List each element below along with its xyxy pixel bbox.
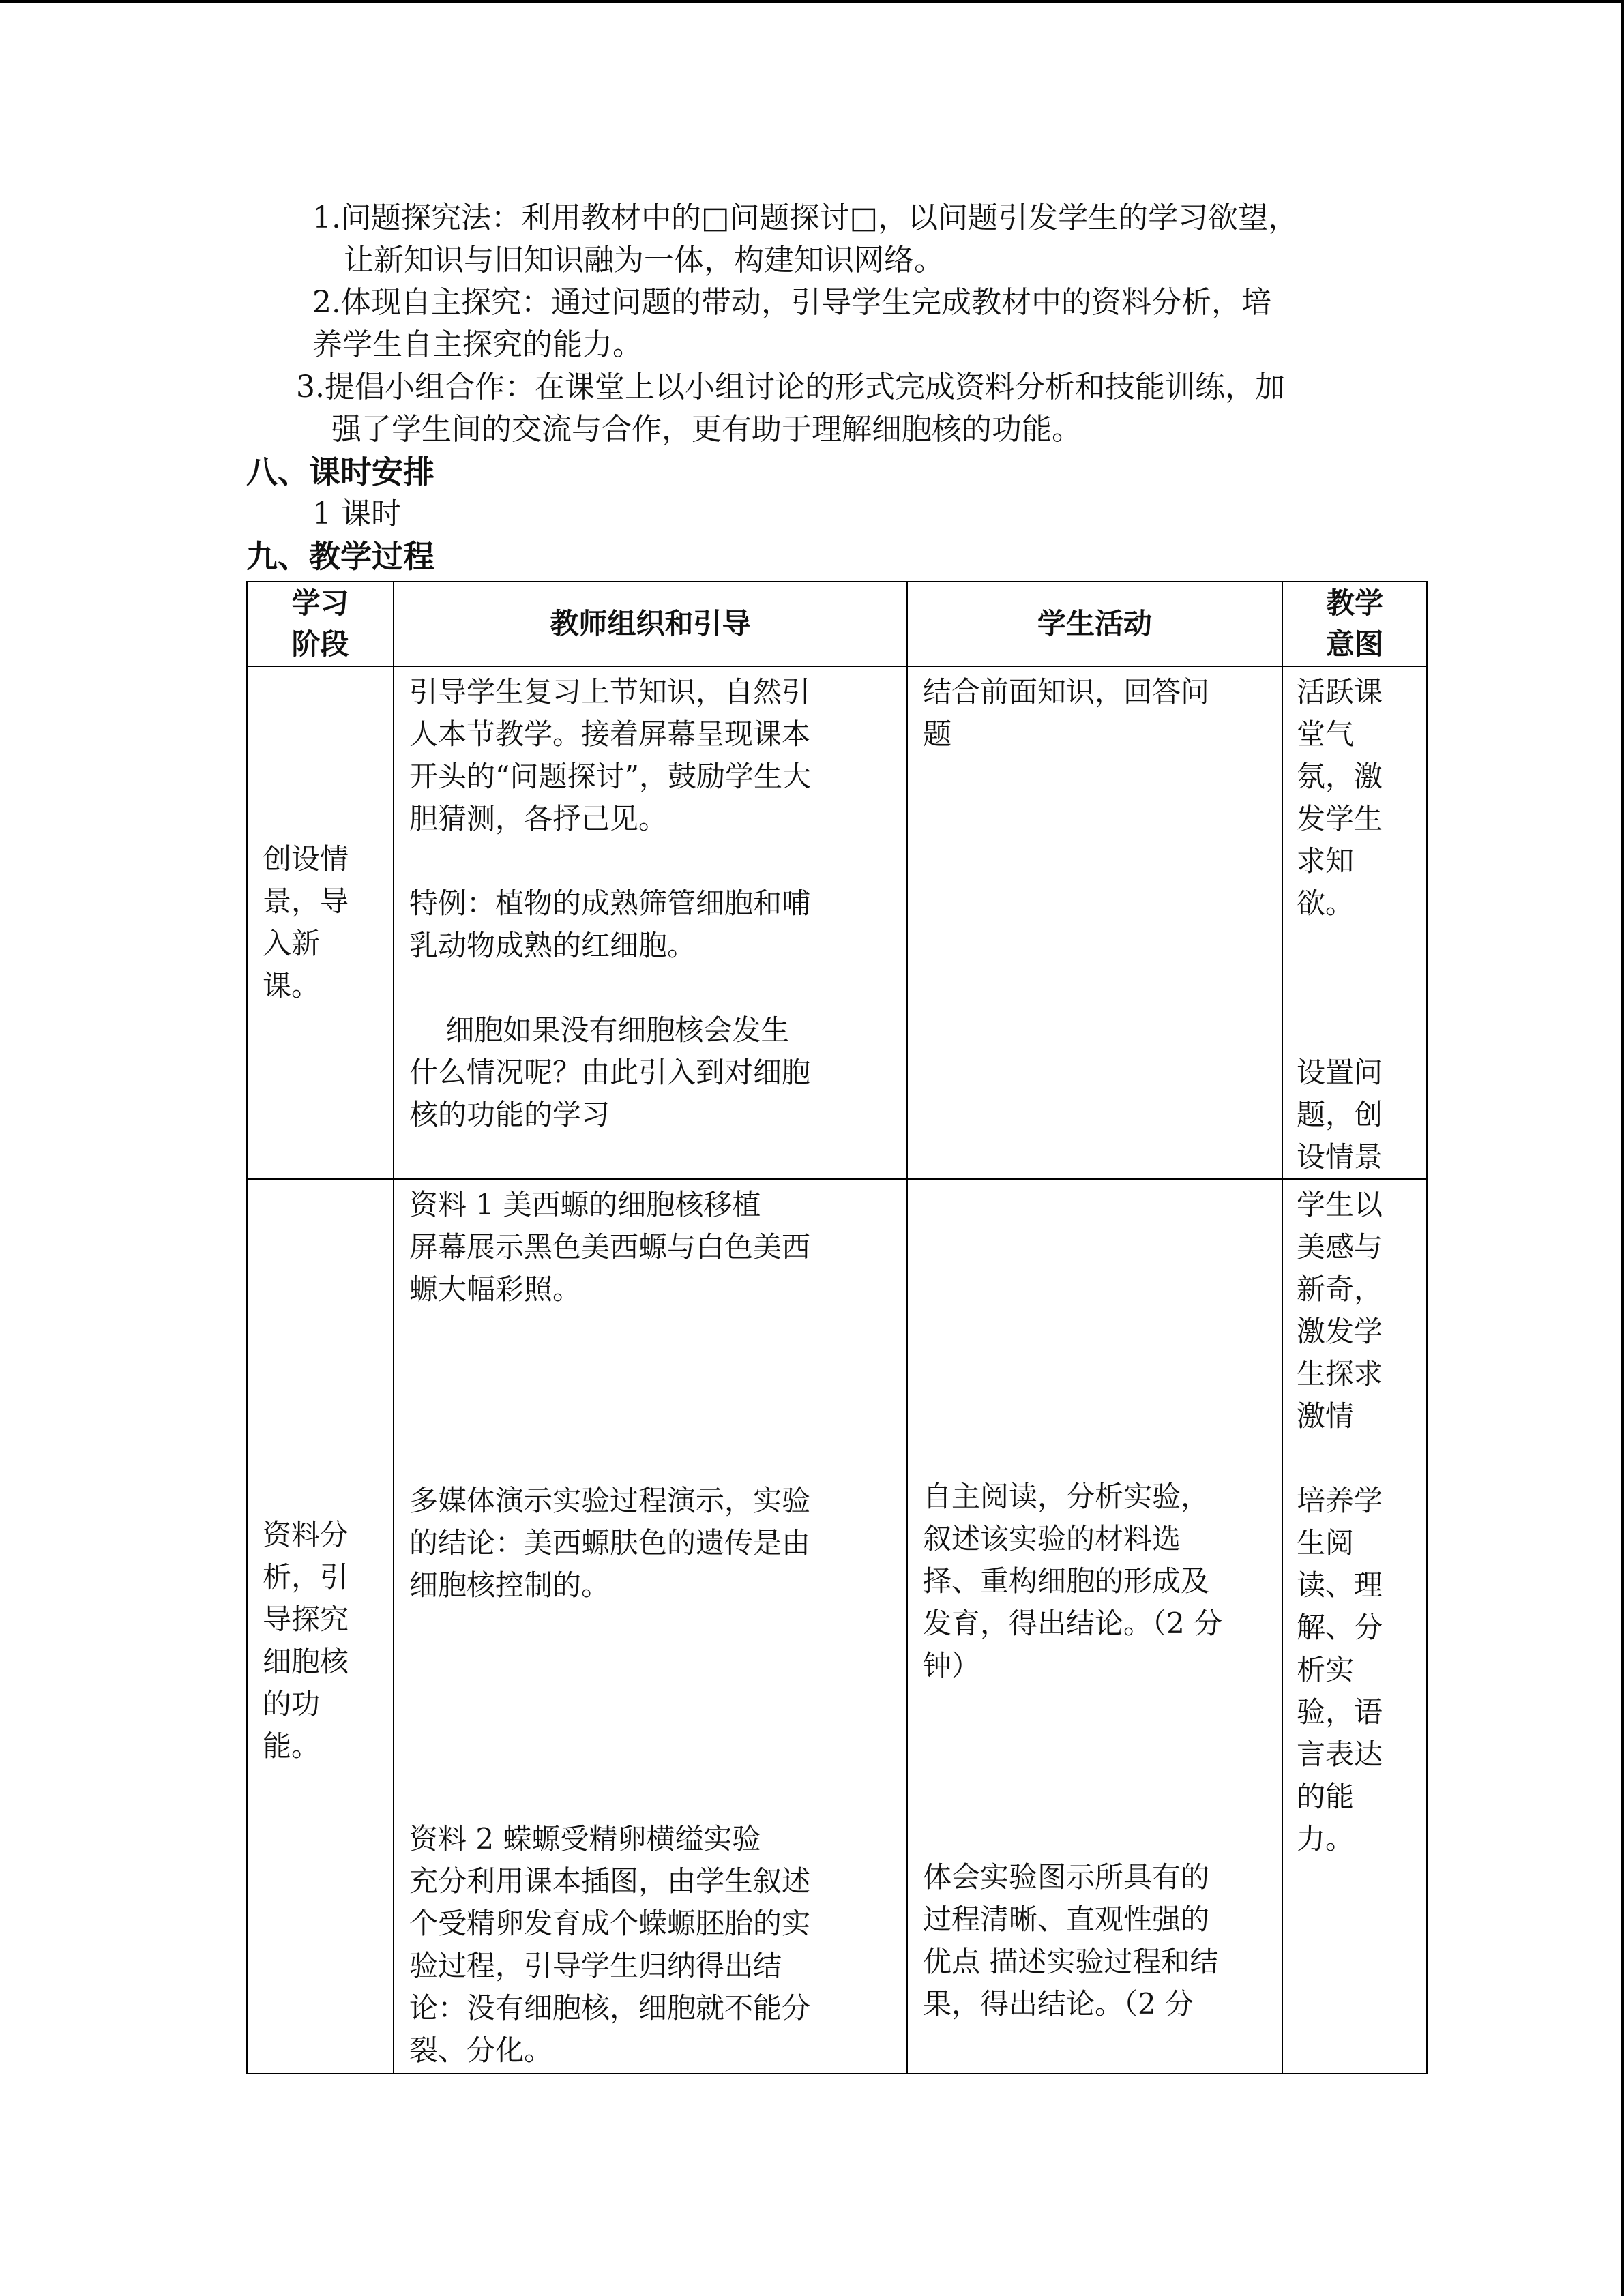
text-line: 设置问 bbox=[1297, 1056, 1383, 1089]
row1-teacher bbox=[394, 667, 906, 1136]
text-line: 论：没有细胞核，细胞就不能分 bbox=[409, 1991, 811, 2025]
text-line: 题，创 bbox=[1297, 1098, 1383, 1131]
table-row bbox=[247, 666, 1427, 1179]
text-line: 个受精卵发育成个蝾螈胚胎的实 bbox=[409, 1907, 811, 1940]
text-line: 求知 bbox=[1297, 844, 1355, 878]
row2-stage bbox=[248, 1180, 393, 1768]
row1-stage-line: 创设情 bbox=[263, 842, 349, 876]
row2-stage-line: 资料分 bbox=[263, 1518, 349, 1551]
text-line: 美感与 bbox=[1297, 1230, 1383, 1264]
text-line: 的能 bbox=[1297, 1780, 1355, 1813]
row1-stage-cell bbox=[247, 666, 394, 1179]
text-line: 屏幕展示黑色美西螈与白色美西 bbox=[409, 1230, 811, 1264]
text-line: 体会实验图示所具有的 bbox=[923, 1860, 1210, 1894]
row2-student-cell bbox=[907, 1179, 1282, 2074]
header-stage-line-1: 学习 bbox=[291, 586, 349, 620]
header-teacher: 教师组织和引导 bbox=[394, 582, 907, 666]
text-line: 自主阅读，分析实验， bbox=[923, 1480, 1210, 1513]
text-line: 激情 bbox=[1297, 1399, 1355, 1433]
row1-stage-line: 入新 bbox=[263, 927, 321, 960]
text-line: 的结论：美西螈肤色的遗传是由 bbox=[409, 1526, 811, 1560]
text-line: 生阅 bbox=[1297, 1526, 1355, 1560]
text-line: 析实 bbox=[1297, 1653, 1355, 1686]
text-line: 开头的“问题探讨”，鼓励学生大 bbox=[409, 760, 811, 793]
row2-teacher bbox=[394, 1180, 906, 2072]
header-intent-line-2: 意图 bbox=[1325, 627, 1383, 661]
table-header-row bbox=[247, 582, 1427, 666]
text-line: 多媒体演示实验过程演示，实验 bbox=[409, 1484, 811, 1517]
text-line: 什么情况呢？由此引入到对细胞 bbox=[409, 1056, 811, 1089]
text-line: 解、分 bbox=[1297, 1611, 1383, 1644]
row2-intent bbox=[1283, 1180, 1426, 1860]
row2-stage-line: 的功 bbox=[263, 1687, 321, 1720]
text-line: 特例：植物的成熟筛管细胞和哺 bbox=[409, 886, 811, 920]
header-intent bbox=[1282, 582, 1427, 666]
method-3-line-2: 强了学生间的交流与合作，更有助于理解细胞核的功能。 bbox=[331, 412, 1082, 447]
spacer bbox=[409, 1311, 894, 1480]
text-line: 螈大幅彩照。 bbox=[409, 1272, 582, 1306]
header-intent-line-1: 教学 bbox=[1325, 586, 1383, 620]
row1-student-cell bbox=[907, 666, 1282, 1179]
text-line: 优点 描述实验过程和结 bbox=[923, 1945, 1219, 1978]
row1-stage bbox=[248, 838, 393, 1007]
spacer bbox=[409, 1607, 894, 1818]
section-8-content: 1 课时 bbox=[312, 496, 401, 531]
right-border-line bbox=[1621, 0, 1624, 2296]
text-line: 胆猜测，各抒己见。 bbox=[409, 802, 668, 835]
spacer bbox=[1297, 1437, 1421, 1480]
teaching-process-table bbox=[246, 581, 1428, 2074]
text-line: 激发学 bbox=[1297, 1315, 1383, 1348]
text-line: 资料 1 美西螈的细胞核移植 bbox=[409, 1188, 761, 1221]
method-1-line-1: 1.问题探究法：利用教材中的□问题探讨□，以问题引发学生的学习欲望， bbox=[312, 200, 1299, 235]
text-line: 细胞核控制的。 bbox=[409, 1568, 610, 1602]
text-line: 核的功能的学习 bbox=[409, 1098, 610, 1131]
method-3-line-1: 3.提倡小组合作：在课堂上以小组讨论的形式完成资料分析和技能训练，加 bbox=[296, 370, 1285, 404]
table-row bbox=[247, 1179, 1427, 2074]
spacer bbox=[409, 967, 894, 1009]
text-line: 果，得出结论。（2 分 bbox=[923, 1987, 1194, 2021]
text-line: 生探求 bbox=[1297, 1357, 1383, 1390]
spacer bbox=[1297, 925, 1421, 1052]
text-line: 发学生 bbox=[1297, 802, 1383, 835]
text-line: 验过程，引导学生归纳得出结 bbox=[409, 1949, 782, 1982]
text-line: 设情景 bbox=[1297, 1140, 1383, 1174]
text-line: 发育，得出结论。（2 分 bbox=[923, 1607, 1223, 1640]
row1-teacher-cell bbox=[394, 666, 907, 1179]
row1-stage-line: 景，导 bbox=[263, 884, 349, 918]
text-line: 验，语 bbox=[1297, 1695, 1383, 1729]
text-line: 择、重构细胞的形成及 bbox=[923, 1564, 1210, 1598]
text-line: 题 bbox=[923, 717, 952, 751]
row2-teacher-cell bbox=[394, 1179, 907, 2074]
row1-stage-line: 课。 bbox=[263, 969, 321, 1002]
section-9-title: 九、教学过程 bbox=[246, 538, 434, 575]
method-2-line-1: 2.体现自主探究：通过问题的带动，引导学生完成教材中的资料分析，培 bbox=[312, 285, 1271, 320]
text-line: 细胞如果没有细胞核会发生 bbox=[409, 1013, 790, 1047]
text-line: 欲。 bbox=[1297, 886, 1355, 920]
text-line: 活跃课 bbox=[1297, 675, 1383, 709]
text-line: 乳动物成熟的红细胞。 bbox=[409, 929, 696, 962]
text-line: 引导学生复习上节知识，自然引 bbox=[409, 675, 811, 709]
text-line: 人本节教学。接着屏幕呈现课本 bbox=[409, 717, 811, 751]
text-line: 堂气 bbox=[1297, 717, 1355, 751]
text-line: 新奇， bbox=[1297, 1272, 1383, 1306]
header-stage bbox=[247, 582, 394, 666]
text-line: 过程清晰、直观性强的 bbox=[923, 1903, 1210, 1936]
text-line: 力。 bbox=[1297, 1822, 1355, 1855]
text-line: 裂、分化。 bbox=[409, 2033, 553, 2067]
text-line: 叙述该实验的材料选 bbox=[923, 1522, 1181, 1555]
spacer bbox=[409, 840, 894, 882]
header-student: 学生活动 bbox=[907, 582, 1282, 666]
text-line: 资料 2 蝾螈受精卵横缢实验 bbox=[409, 1822, 761, 1855]
section-8-title: 八、课时安排 bbox=[246, 453, 434, 490]
method-2-line-2: 养学生自主探究的能力。 bbox=[312, 327, 643, 362]
row1-intent bbox=[1283, 667, 1426, 1178]
spacer bbox=[923, 1687, 1269, 1856]
text-line: 培养学 bbox=[1297, 1484, 1383, 1517]
method-1-line-2: 让新知识与旧知识融为一体，构建知识网络。 bbox=[344, 243, 944, 278]
row1-intent-cell bbox=[1282, 666, 1427, 1179]
row2-stage-line: 导探究 bbox=[263, 1602, 349, 1636]
text-line: 氛，激 bbox=[1297, 760, 1383, 793]
row2-stage-line: 析，引 bbox=[263, 1560, 349, 1594]
top-border-line bbox=[0, 0, 1624, 3]
text-line: 充分利用课本插图，由学生叙述 bbox=[409, 1864, 811, 1898]
text-line: 读、理 bbox=[1297, 1568, 1383, 1602]
row2-intent-cell bbox=[1282, 1179, 1427, 2074]
header-stage-line-2: 阶段 bbox=[291, 627, 349, 661]
text-line: 结合前面知识，回答问 bbox=[923, 675, 1210, 709]
row2-student bbox=[908, 1180, 1282, 2025]
row2-stage-line: 细胞核 bbox=[263, 1645, 349, 1678]
row1-student bbox=[908, 667, 1282, 756]
text-line: 学生以 bbox=[1297, 1188, 1383, 1221]
text-line: 钟） bbox=[923, 1649, 981, 1682]
text-line: 言表达 bbox=[1297, 1738, 1383, 1771]
row2-stage-line: 能。 bbox=[263, 1729, 321, 1763]
row2-stage-cell bbox=[247, 1179, 394, 2074]
